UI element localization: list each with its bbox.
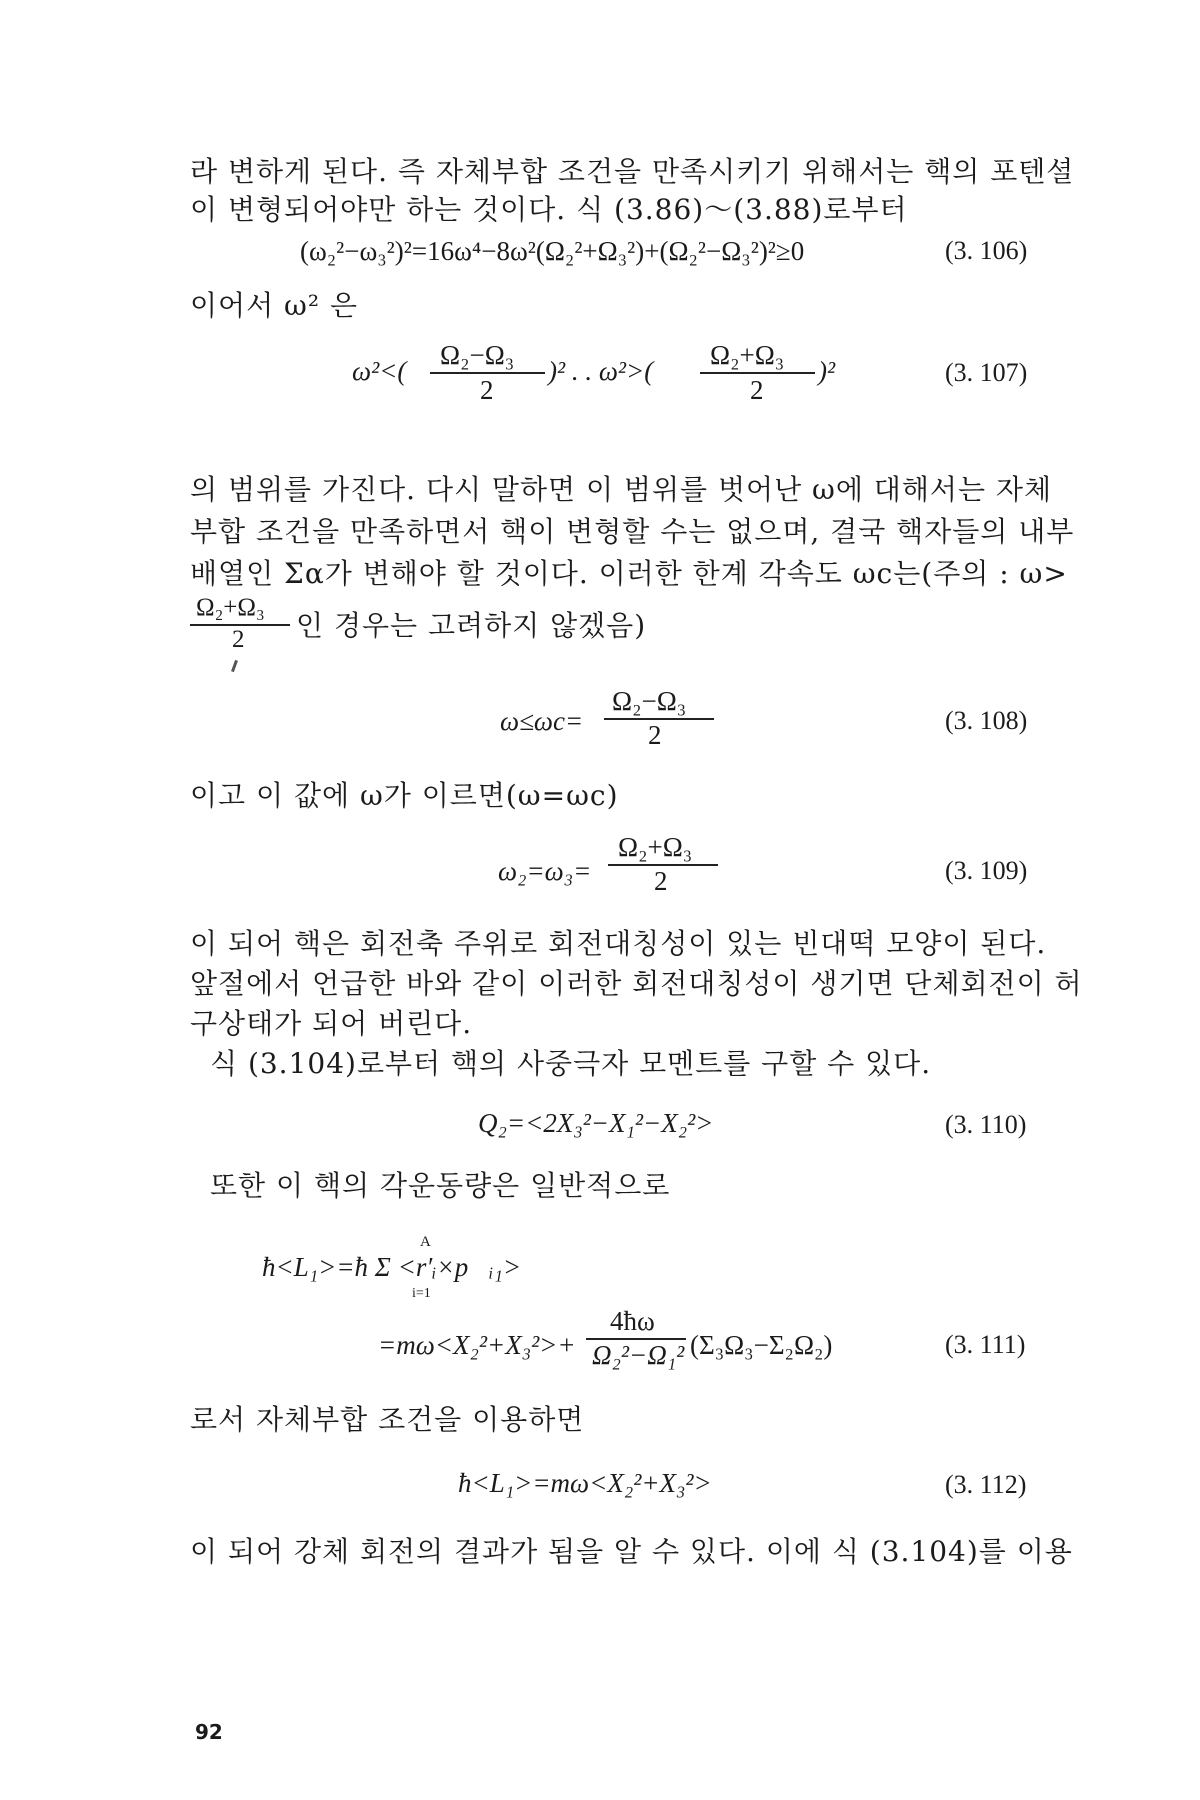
- eq107-fraction-bar-2: [700, 372, 815, 374]
- page-number: 92: [195, 1720, 223, 1744]
- eq107-end: )²: [818, 356, 836, 386]
- eq111-sum-top: A: [420, 1234, 431, 1250]
- text-line-4: 의 범위를 가진다. 다시 말하면 이 범위를 벗어난 ω에 대해서는 자체: [190, 473, 1052, 506]
- eq107-left: ω²<(: [352, 356, 407, 386]
- eq109-den: 2: [654, 866, 668, 896]
- eq111-num: 4ħω: [610, 1306, 655, 1336]
- equation-number-3-112: (3. 112): [945, 1470, 1027, 1499]
- eq111-sum-bottom: i=1: [412, 1286, 431, 1301]
- line7-text: 인 경우는 고려하지 않겠음): [296, 609, 647, 642]
- eq107-mid: )² . . ω²>(: [548, 356, 654, 386]
- eq108-left: ω≤ωc=: [500, 706, 584, 736]
- line7-fraction-num: Ω₂+Ω₃: [196, 594, 265, 621]
- eq111-line-c: (Σ₃Ω₃−Σ₂Ω₂): [690, 1330, 833, 1360]
- equation-number-3-108: (3. 108): [945, 706, 1028, 735]
- eq109-num: Ω₂+Ω₃: [618, 832, 693, 862]
- equation-number-3-110: (3. 110): [945, 1110, 1027, 1139]
- eq107-den2: 2: [750, 375, 764, 405]
- eq107-num1: Ω₂−Ω₃: [440, 340, 515, 370]
- equation-3-110: Q₂=<2X₃²−X₁²−X₂²>: [478, 1108, 714, 1138]
- equation-number-3-106: (3. 106): [945, 236, 1028, 265]
- eq107-num2: Ω₂+Ω₃: [710, 340, 785, 370]
- text-line-10: 앞절에서 언급한 바와 같이 이러한 회전대칭성이 생기면 단체회전이 허: [190, 967, 1083, 1000]
- text-line-8: 이고 이 값에 ω가 이르면(ω=ωc): [190, 779, 619, 812]
- text-line-15: 이 되어 강체 회전의 결과가 됨을 알 수 있다. 이에 식 (3.104)를 이용: [190, 1535, 1073, 1568]
- text-line-5: 부합 조건을 만족하면서 핵이 변형할 수는 없으며, 결국 핵자들의 내부: [190, 515, 1075, 548]
- eq107-den1: 2: [480, 375, 494, 405]
- eq108-num: Ω₂−Ω₃: [612, 686, 687, 716]
- eq111-line-b: =mω<X₂²+X₃²>+: [378, 1330, 576, 1360]
- text-line-13: 또한 이 핵의 각운동량은 일반적으로: [210, 1169, 671, 1202]
- eq109-left: ω₂=ω₃=: [498, 856, 592, 886]
- text-line-14: 로서 자체부합 조건을 이용하면: [190, 1403, 585, 1436]
- eq111-den: Ω₂²−Ω₁²: [592, 1340, 685, 1370]
- text-line-11: 구상태가 되어 버린다.: [190, 1007, 473, 1040]
- equation-number-3-107: (3. 107): [945, 358, 1028, 387]
- eq108-den: 2: [648, 720, 662, 750]
- text-line-9: 이 되어 핵은 회전축 주위로 회전대칭성이 있는 빈대떡 모양이 된다.: [190, 927, 1047, 960]
- equation-3-112: ħ<L₁>=mω<X₂²+X₃²>: [458, 1468, 712, 1498]
- equation-number-3-109: (3. 109): [945, 856, 1028, 885]
- text-line-6: 배열인 Σα가 변해야 할 것이다. 이러한 한계 각속도 ωc는(주의 : ω>: [190, 557, 1068, 590]
- text-line-2: 이 변형되어야만 하는 것이다. 식 (3.86)～(3.88)로부터: [190, 193, 908, 226]
- stray-mark: [231, 660, 238, 672]
- eq111-line-a: ħ<L₁>=ħ Σ <r′ᵢ×p⃗ᵢ₁>: [262, 1252, 522, 1282]
- equation-number-3-111: (3. 111): [945, 1330, 1026, 1359]
- line7-fraction-den: 2: [232, 626, 245, 653]
- eq107-fraction-bar-1: [430, 372, 545, 374]
- text-line-1: 라 변하게 된다. 즉 자체부합 조건을 만족시키기 위해서는 핵의 포텐셜: [190, 155, 1075, 188]
- text-line-3: 이어서 ω² 은: [190, 289, 359, 322]
- equation-3-106: (ω₂²−ω₃²)²=16ω⁴−8ω²(Ω₂²+Ω₃²)+(Ω₂²−Ω₃²)²≥0: [300, 236, 805, 266]
- text-line-12: 식 (3.104)로부터 핵의 사중극자 모멘트를 구할 수 있다.: [210, 1047, 932, 1080]
